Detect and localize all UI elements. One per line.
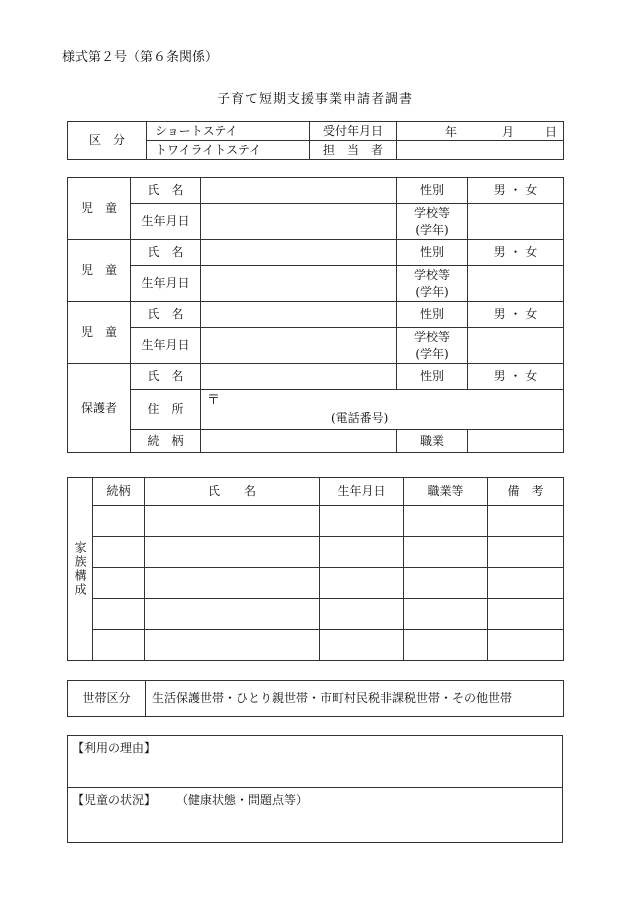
family-cell[interactable] [145, 630, 320, 661]
guardian-relation-field[interactable] [201, 430, 397, 453]
guardian-address-field[interactable] [201, 390, 564, 430]
child-2-birth-field[interactable] [201, 266, 397, 302]
child-3-heading: 児 童 [68, 302, 131, 364]
child-1-heading: 児 童 [68, 178, 131, 240]
postal-mark: 〒 [207, 392, 221, 408]
family-cell[interactable] [145, 568, 320, 599]
family-table [67, 477, 564, 661]
child-1-name-field[interactable] [201, 178, 397, 204]
family-cell[interactable] [488, 537, 564, 568]
date-year: 年 [445, 124, 458, 139]
category-label: 区 分 [68, 122, 147, 160]
household-label: 世帯区分 [68, 681, 146, 717]
staff-field[interactable] [397, 141, 564, 160]
family-cell[interactable] [404, 506, 488, 537]
family-cell[interactable] [488, 568, 564, 599]
child-status-label: 【児童の状況】 [72, 793, 157, 807]
family-cell[interactable] [145, 506, 320, 537]
date-day: 日 [545, 124, 558, 139]
guardian-occupation-label: 職業 [397, 430, 468, 453]
child-3-gender-options[interactable]: 男 ・ 女 [468, 302, 564, 328]
child-1-gender-label: 性別 [397, 178, 468, 204]
applicant-table [67, 177, 564, 453]
school-label-line1: 学校等 [413, 330, 450, 345]
guardian-heading: 保護者 [68, 364, 131, 453]
family-cell[interactable] [404, 537, 488, 568]
child-2-school-label [397, 266, 468, 302]
usage-reason-label: 【利用の理由】 [72, 741, 157, 755]
form-number: 様式第２号（第６条関係） [62, 50, 219, 65]
family-cell[interactable] [320, 599, 404, 630]
twilight-option[interactable]: トワイライトステイ [147, 141, 310, 160]
table-row [68, 568, 564, 599]
table-row [68, 506, 564, 537]
child-3-birth-label: 生年月日 [131, 328, 201, 364]
child-2-school-field[interactable] [468, 266, 564, 302]
child-2-gender-label: 性別 [397, 240, 468, 266]
family-cell[interactable] [404, 630, 488, 661]
usage-reason-section[interactable] [68, 736, 562, 788]
family-heading [68, 478, 93, 661]
family-cell[interactable] [93, 537, 145, 568]
guardian-name-field[interactable] [201, 364, 397, 390]
child-1-name-label: 氏 名 [131, 178, 201, 204]
table-row [68, 537, 564, 568]
family-col-name: 氏 名 [145, 478, 320, 506]
family-cell[interactable] [93, 506, 145, 537]
received-date-label: 受付年月日 [310, 122, 397, 141]
family-cell[interactable] [404, 599, 488, 630]
guardian-gender-label: 性別 [397, 364, 468, 390]
date-month: 月 [502, 124, 515, 139]
child-2-name-field[interactable] [201, 240, 397, 266]
school-label-line2: (学年) [415, 284, 449, 299]
family-cell[interactable] [488, 630, 564, 661]
child-3-gender-label: 性別 [397, 302, 468, 328]
child-3-school-field[interactable] [468, 328, 564, 364]
shortstay-option[interactable]: ショートステイ [147, 122, 310, 141]
family-cell[interactable] [93, 568, 145, 599]
guardian-address-label: 住 所 [131, 390, 201, 430]
child-2-gender-options[interactable]: 男 ・ 女 [468, 240, 564, 266]
guardian-name-label: 氏 名 [131, 364, 201, 390]
family-cell[interactable] [145, 537, 320, 568]
child-1-birth-label: 生年月日 [131, 204, 201, 240]
guardian-gender-options[interactable]: 男 ・ 女 [468, 364, 564, 390]
family-cell[interactable] [320, 568, 404, 599]
household-options[interactable]: 生活保護世帯・ひとり親世帯・市町村民税非課税世帯・その他世帯 [146, 681, 564, 717]
household-table [67, 680, 564, 717]
guardian-relation-label: 続 柄 [131, 430, 201, 453]
family-cell[interactable] [320, 506, 404, 537]
family-cell[interactable] [488, 506, 564, 537]
guardian-occupation-field[interactable] [468, 430, 564, 453]
table-row [68, 599, 564, 630]
staff-label: 担 当 者 [310, 141, 397, 160]
phone-label: (電話番号) [331, 410, 389, 425]
child-status-note: （健康状態・問題点等） [176, 793, 309, 807]
table-row [68, 630, 564, 661]
school-label-line2: (学年) [415, 222, 449, 237]
child-3-name-label: 氏 名 [131, 302, 201, 328]
child-1-birth-field[interactable] [201, 204, 397, 240]
family-cell[interactable] [488, 599, 564, 630]
child-3-birth-field[interactable] [201, 328, 397, 364]
family-cell[interactable] [93, 630, 145, 661]
family-cell[interactable] [320, 630, 404, 661]
family-cell[interactable] [93, 599, 145, 630]
school-label-line1: 学校等 [413, 268, 450, 283]
child-2-name-label: 氏 名 [131, 240, 201, 266]
category-table [67, 121, 564, 160]
family-col-birth: 生年月日 [320, 478, 404, 506]
child-3-name-field[interactable] [201, 302, 397, 328]
child-1-gender-options[interactable]: 男 ・ 女 [468, 178, 564, 204]
child-1-school-label [397, 204, 468, 240]
child-status-section[interactable] [68, 788, 562, 842]
family-col-notes: 備 考 [488, 478, 564, 506]
child-3-school-label [397, 328, 468, 364]
child-2-birth-label: 生年月日 [131, 266, 201, 302]
reasons-box [67, 735, 563, 843]
received-date-field[interactable] [397, 122, 564, 141]
family-heading-text: 家族構成 [73, 541, 88, 597]
family-cell[interactable] [404, 568, 488, 599]
child-1-school-field[interactable] [468, 204, 564, 240]
school-label-line2: (学年) [415, 346, 449, 361]
family-col-relation: 続柄 [93, 478, 145, 506]
school-label-line1: 学校等 [413, 206, 450, 221]
page-title: 子育て短期支援事業申請者調書 [216, 92, 413, 107]
family-cell[interactable] [320, 537, 404, 568]
family-col-occupation: 職業等 [404, 478, 488, 506]
family-cell[interactable] [145, 599, 320, 630]
child-2-heading: 児 童 [68, 240, 131, 302]
